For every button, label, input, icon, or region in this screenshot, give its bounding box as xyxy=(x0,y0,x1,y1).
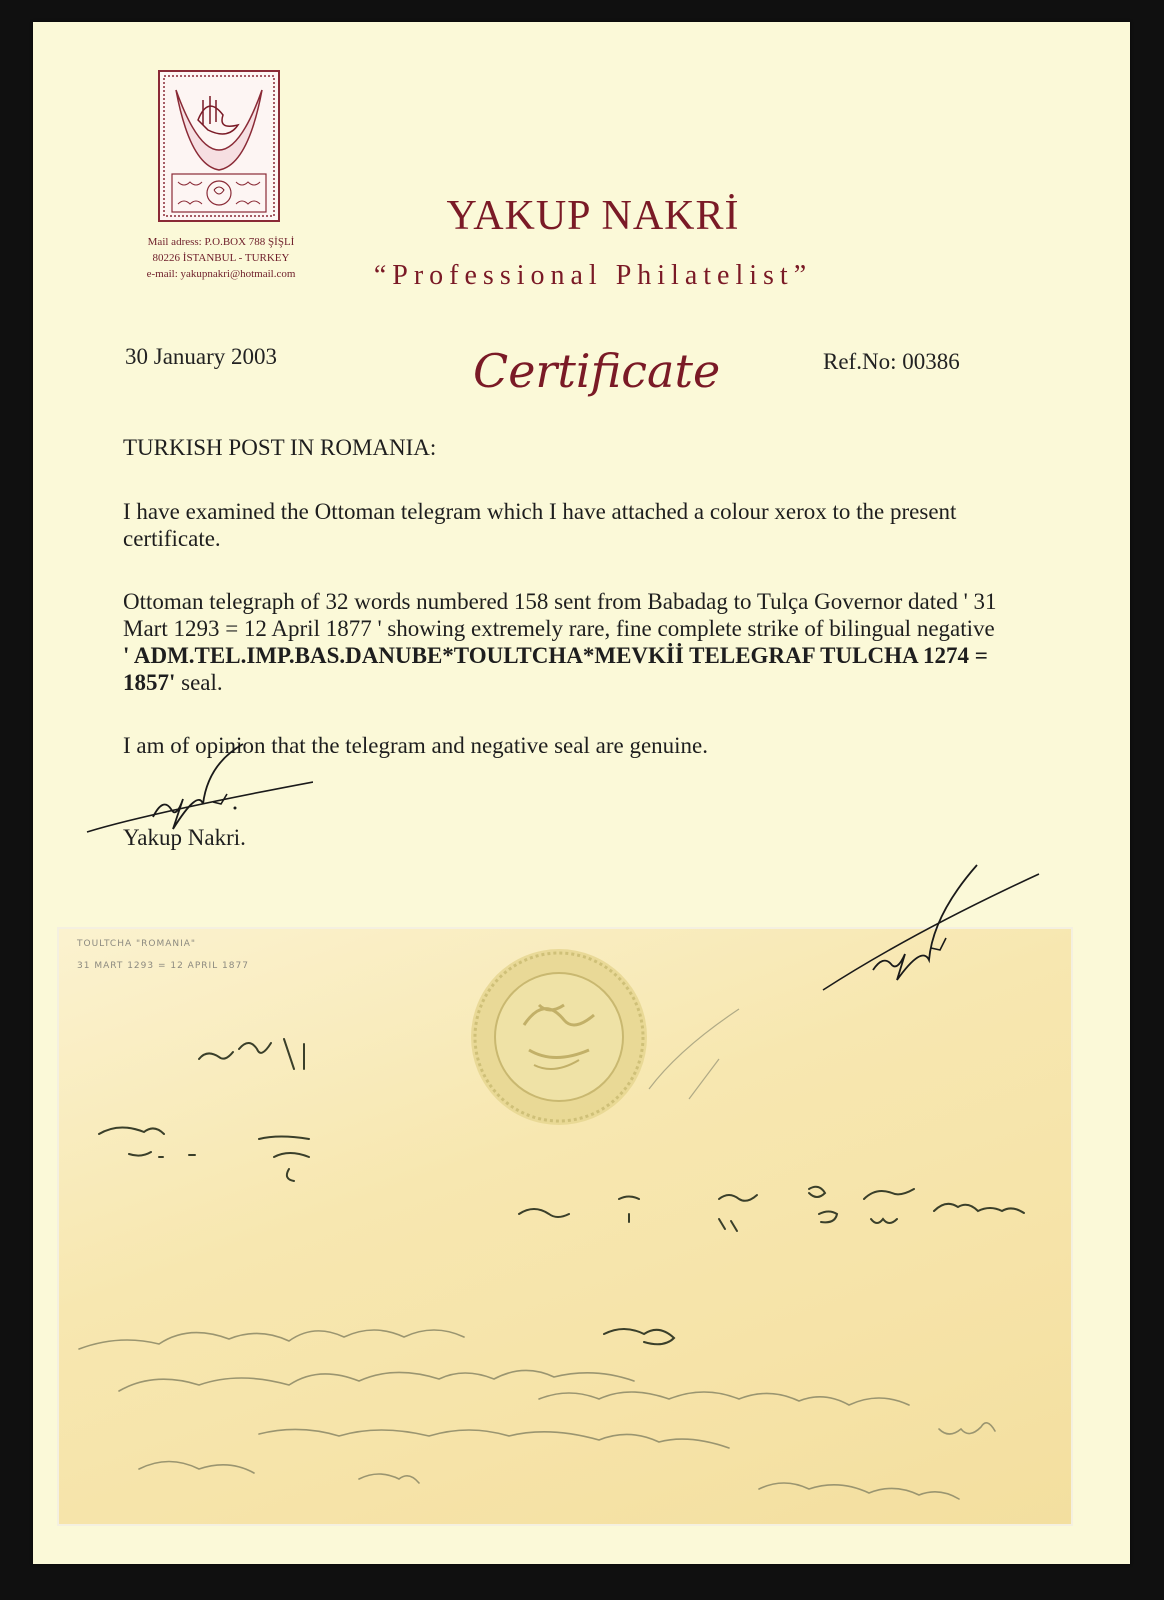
reference-number xyxy=(823,349,960,375)
seal-inscription: ' ADM.TEL.IMP.BAS.DANUBE*TOULTCHA*MEVKİİ TELEGRAF TULCHA 1274 = 1857' xyxy=(123,643,988,695)
mail-line-3: e-mail: yakupnakri@hotmail.com xyxy=(146,268,296,280)
paragraph-examined: I have examined the Ottoman telegram which I have attached a colour xerox to the present certificate. xyxy=(123,499,957,551)
certificate-sheet xyxy=(33,22,1130,1564)
telegram-note-line-2: 31 MART 1293 = 12 APRIL 1877 xyxy=(77,961,249,971)
mail-address xyxy=(121,234,321,282)
brand-tagline: “Professional Philatelist” xyxy=(373,260,813,291)
certificate-date: 30 January 2003 xyxy=(125,344,278,369)
mail-line-2: 80226 İSTANBUL - TURKEY xyxy=(152,252,290,264)
description-end: seal. xyxy=(175,670,223,695)
certificate-heading: TURKISH POST IN ROMANIA: xyxy=(123,435,437,460)
mail-line-1: Mail adress: P.O.BOX 788 ŞİŞLİ xyxy=(147,236,295,248)
ref-label: Ref.No: xyxy=(823,349,897,374)
paragraph-opinion: I am of opinion that the telegram and negative seal are genuine. xyxy=(123,733,708,758)
signer-name: Yakup Nakri. xyxy=(123,825,246,850)
brand-name: YAKUP NAKRİ xyxy=(446,193,740,239)
ottoman-handwriting-icon xyxy=(59,929,1071,1524)
description-text: Ottoman telegraph of 32 words numbered 158 sent from Babadag to Tulça Governor dated ' 31 Mart 1293 = 12 April 1877 ' showing extremely rare, fine complete strike of bilingual negative xyxy=(123,589,997,641)
telegram-xerox xyxy=(57,927,1073,1526)
certificate-title: Certificate xyxy=(473,344,721,398)
signature-icon xyxy=(803,862,1043,1002)
paragraph-description xyxy=(123,588,1003,696)
telegram-note-line-1: TOULTCHA "ROMANIA" xyxy=(77,939,197,949)
ref-value: 00386 xyxy=(902,349,960,374)
tughra-stamp-icon xyxy=(158,70,280,222)
